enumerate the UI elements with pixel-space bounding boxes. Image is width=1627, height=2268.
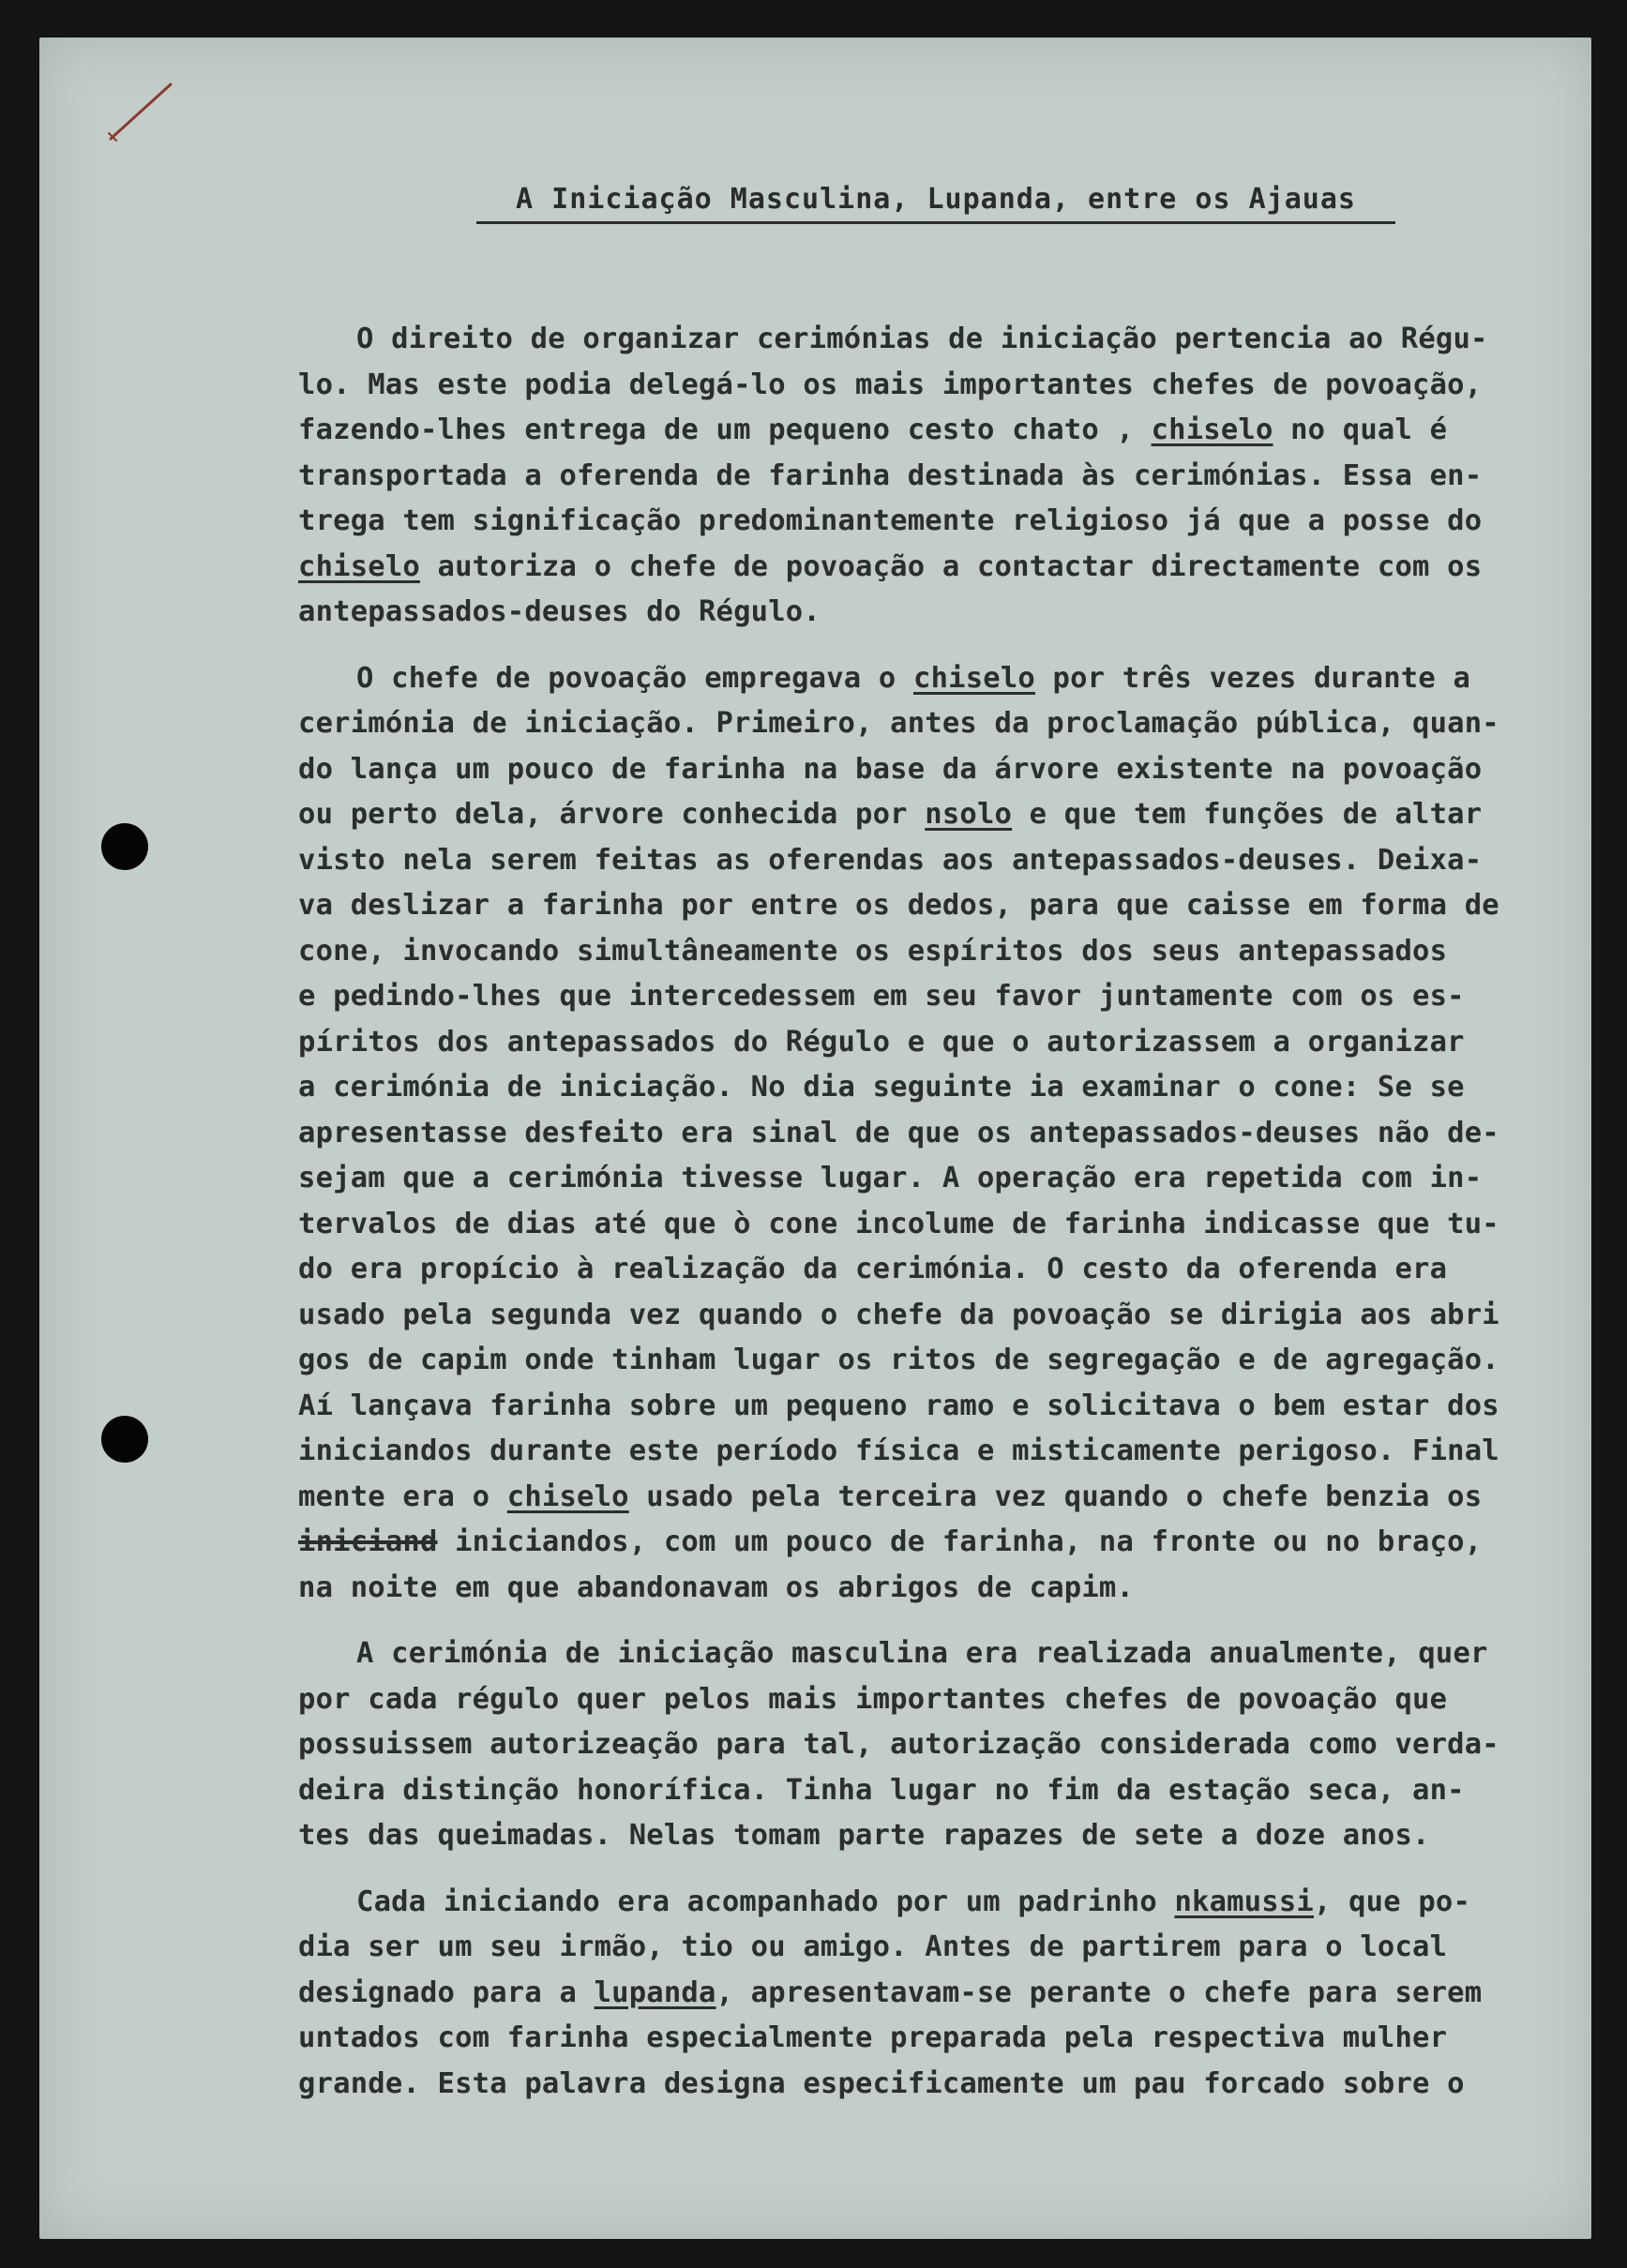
text-line: Cada iniciando era acompanhado por um padrinho nkamussi, que po- — [356, 1885, 1471, 1918]
term-nsolo: nsolo — [925, 798, 1013, 831]
struck-out-word: iniciand — [298, 1525, 438, 1558]
text-line: cone, invocando simultâneamente os espíritos dos seus antepassados — [298, 934, 1448, 968]
binder-hole-upper — [101, 823, 148, 870]
text-line: trega tem significação predominantemente religioso já que a posse do — [298, 504, 1483, 537]
term-nkamussi: nkamussi — [1174, 1885, 1314, 1918]
text-line: visto nela serem feitas as oferendas aos antepassados-deuses. Deixa- — [298, 843, 1483, 877]
text-line: transportada a oferenda de farinha destinada às cerimónias. Essa en- — [298, 458, 1483, 492]
paragraph-4 — [298, 1880, 1590, 2108]
text-line: grande. Esta palavra designa especificamente um pau forcado sobre o — [298, 2066, 1465, 2100]
text-line: fazendo-lhes entrega de um pequeno cesto chato , chiselo no qual é — [298, 413, 1448, 446]
text-line: e pedindo-lhes que intercedessem em seu favor juntamente com os es- — [298, 980, 1465, 1013]
text-line: dia ser um seu irmão, tio ou amigo. Antes de partirem para o local — [298, 1930, 1448, 1963]
text-line: untados com farinha especialmente preparada pela respectiva mulher — [298, 2021, 1448, 2054]
paragraph-3 — [298, 1631, 1590, 1859]
paragraph-2 — [298, 656, 1590, 1612]
text-line: possuissem autorizeação para tal, autorização considerada como verda- — [298, 1728, 1499, 1761]
text-line: tes das queimadas. Nelas tomam parte rapazes de sete a doze anos. — [298, 1819, 1430, 1852]
text-line: ou perto dela, árvore conhecida por nsolo e que tem funções de altar — [298, 798, 1483, 831]
text-line: a cerimónia de iniciação. No dia seguinte ia examinar o cone: Se se — [298, 1071, 1465, 1104]
text-line: na noite em que abandonavam os abrigos de capim. — [298, 1570, 1135, 1604]
text-line: va deslizar a farinha por entre os dedos, para que caisse em forma de — [298, 889, 1499, 922]
text-line: mente era o chiselo usado pela terceira vez quando o chefe benzia os — [298, 1479, 1483, 1513]
text-line: do era propício à realização da cerimónia. O cesto da oferenda era — [298, 1253, 1448, 1285]
term-chiselo: chiselo — [298, 549, 420, 583]
text-line: antepassados-deuses do Régulo. — [298, 595, 821, 628]
text-line: iniciand iniciandos, com um pouco de farinha, na fronte ou no braço, — [298, 1525, 1483, 1558]
text-line: deira distinção honorífica. Tinha lugar no fim da estação seca, an- — [298, 1773, 1465, 1807]
term-chiselo: chiselo — [1151, 413, 1273, 446]
term-lupanda: lupanda — [594, 1975, 716, 2009]
text-line: lo. Mas este podia delegá-lo os mais importantes chefes de povoação, — [298, 368, 1483, 401]
text-line: por cada régulo quer pelos mais importantes chefes de povoação que — [298, 1682, 1448, 1716]
text-line: A cerimónia de iniciação masculina era realizada anualmente, quer — [356, 1637, 1488, 1670]
paragraph-1 — [298, 317, 1590, 636]
pen-mark — [105, 79, 180, 144]
text-line: O chefe de povoação empregava o chiselo por três vezes durante a — [356, 661, 1471, 695]
term-chiselo: chiselo — [506, 1479, 629, 1513]
text-line: iniciandos durante este período física e misticamente perigoso. Final — [298, 1434, 1499, 1467]
text-line: designado para a lupanda, apresentavam-se perante o chefe para serem — [298, 1975, 1483, 2009]
term-chiselo: chiselo — [913, 661, 1035, 695]
text-line: sejam que a cerimónia tivesse lugar. A operação era repetida com in- — [298, 1162, 1483, 1194]
text-line: usado pela segunda vez quando o chefe da povoação se dirigia aos abri — [298, 1298, 1499, 1331]
text-line: do lança um pouco de farinha na base da árvore existente na povoação — [298, 752, 1483, 786]
text-line: cerimónia de iniciação. Primeiro, antes da proclamação pública, quan- — [298, 707, 1499, 740]
text-line: píritos dos antepassados do Régulo e que o autorizassem a organizar — [298, 1025, 1465, 1059]
document-title: A Iniciação Masculina, Lupanda, entre os Ajauas — [476, 183, 1395, 224]
text-line: chiselo autoriza o chefe de povoação a contactar directamente com os — [298, 549, 1483, 583]
binder-hole-lower — [101, 1416, 148, 1463]
text-line: gos de capim onde tinham lugar os ritos de segregação e de agregação. — [298, 1344, 1499, 1376]
text-line: O direito de organizar cerimónias de iniciação pertencia ao Régu- — [356, 323, 1488, 355]
text-line: apresentasse desfeito era sinal de que os antepassados-deuses não de- — [298, 1116, 1499, 1149]
document-body — [298, 317, 1590, 2127]
text-line: tervalos de dias até que ò cone incolume de farinha indicasse que tu- — [298, 1207, 1499, 1240]
text-line: Aí lançava farinha sobre um pequeno ramo e solicitava o bem estar dos — [298, 1389, 1499, 1422]
